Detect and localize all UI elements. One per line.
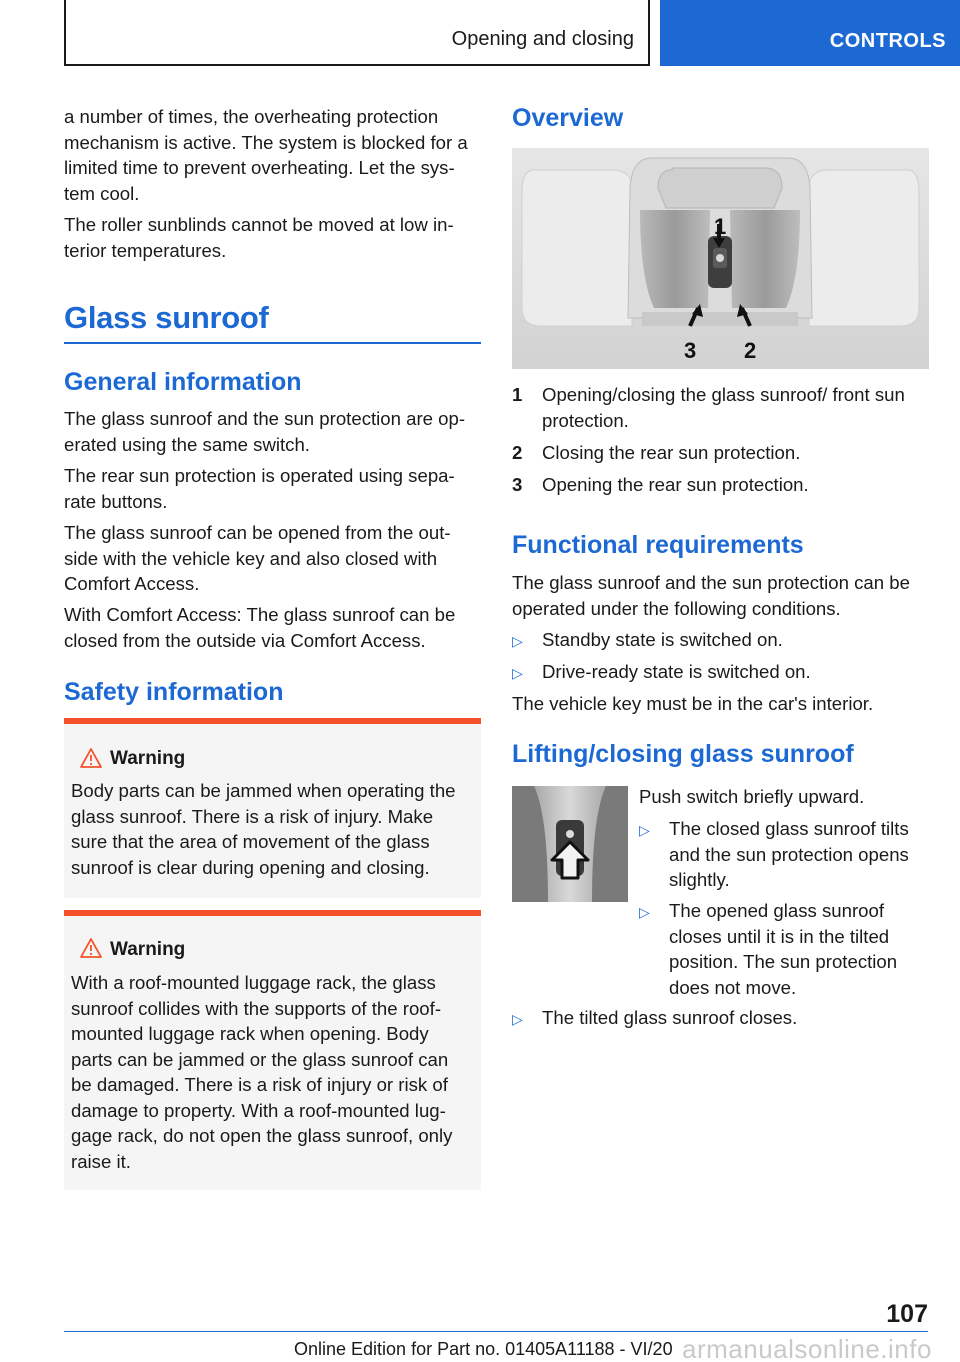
general-line: With Comfort Access: The glass sunroof can be — [64, 604, 456, 625]
general-line: erated using the same switch. — [64, 433, 310, 455]
warning-bar — [64, 910, 481, 916]
general-line: The glass sunroof and the sun protection are op- — [64, 408, 466, 429]
heading-safety-information: Safety information — [64, 678, 284, 706]
bullet-line: and the sun protection opens — [669, 843, 909, 865]
intro-line: limited time to prevent overheating. Let the sys- — [64, 157, 455, 178]
bullet-item — [512, 659, 929, 685]
legend-number: 3 — [512, 474, 523, 495]
general-line: rate buttons. — [64, 490, 168, 512]
bullet-item — [512, 1005, 929, 1031]
bullet-item — [512, 627, 929, 653]
warning-title: Warning — [110, 748, 186, 769]
legend-text: Opening the rear sun protection. — [542, 474, 809, 495]
legend-line: Opening/closing the glass sunroof/ front sun — [542, 384, 905, 405]
warning-text — [71, 778, 471, 880]
bullet-marker: ▷ — [512, 633, 523, 649]
general-line: The rear sun protection is operated using sepa- — [64, 465, 455, 486]
bullet-marker: ▷ — [639, 822, 650, 838]
warning-line: sunroof is clear during opening and closing. — [71, 856, 430, 878]
heading-rule — [64, 342, 481, 344]
header-chapter-tab — [660, 0, 960, 66]
heading-functional-requirements: Functional requirements — [512, 531, 804, 559]
warning-triangle-icon — [80, 938, 102, 958]
bullet-item — [639, 898, 929, 1002]
bullet-marker: ▷ — [639, 904, 650, 920]
bullet-line: The closed glass sunroof tilts — [669, 818, 909, 839]
general-paragraph-1 — [64, 406, 484, 457]
general-line: Comfort Access. — [64, 573, 200, 594]
warning-text — [71, 970, 471, 1174]
intro-line: a number of times, the overheating protection — [64, 106, 439, 127]
overview-figure — [512, 148, 929, 369]
intro2-line: The roller sunblinds cannot be moved at low in- — [64, 214, 454, 235]
edition-note: Online Edition for Part no. 01405A11188 - VI/20 — [294, 1339, 673, 1359]
warning-line: damage to property. With a roof-mounted lug- — [71, 1099, 446, 1121]
header-section-box — [64, 0, 650, 66]
switch-thumbnail-figure — [512, 786, 628, 902]
general-line: The glass sunroof can be opened from the out- — [64, 522, 451, 543]
heading-overview: Overview — [512, 104, 624, 132]
legend-text — [542, 382, 932, 433]
general-paragraph-2 — [64, 463, 484, 514]
bullet-text: Drive-ready state is switched on. — [542, 661, 811, 682]
warning-triangle-icon — [80, 748, 102, 768]
heading-general-information: General information — [64, 368, 302, 396]
functional-paragraph — [512, 570, 932, 621]
intro-paragraph-2 — [64, 212, 484, 263]
functional-line: The glass sunroof and the sun protection can be — [512, 572, 910, 593]
warning-line: gage rack, do not open the glass sunroof, only — [71, 1125, 453, 1146]
intro-paragraph — [64, 104, 484, 206]
page-number: 107 — [886, 1300, 928, 1328]
figure-label-2: 2 — [744, 338, 757, 363]
header-chapter-label: CONTROLS — [829, 30, 946, 52]
warning-line: glass sunroof. There is a risk of injury. Make — [71, 805, 434, 827]
warning-line: Body parts can be jammed when operating the — [71, 780, 456, 801]
bullet-item — [639, 816, 929, 894]
legend-number: 2 — [512, 442, 523, 463]
figure-label-3: 3 — [684, 338, 697, 363]
key-note: The vehicle key must be in the car's interior. — [512, 693, 874, 714]
warning-line: sure that the area of movement of the glass — [71, 831, 430, 852]
intro-line: mechanism is active. The system is blocked for a — [64, 131, 468, 153]
warning-bar — [64, 718, 481, 724]
push-instruction: Push switch briefly upward. — [639, 786, 865, 807]
header-section-title: Opening and closing — [451, 28, 634, 50]
general-paragraph-4 — [64, 602, 484, 653]
footer-rule — [64, 1331, 928, 1332]
legend-number: 1 — [512, 384, 523, 405]
bullet-line: slightly. — [669, 869, 730, 890]
legend-text: Closing the rear sun protection. — [542, 442, 801, 463]
warning-line: be damaged. There is a risk of injury or risk of — [71, 1074, 448, 1095]
intro2-line: terior temperatures. — [64, 239, 227, 261]
warning-title: Warning — [110, 939, 186, 960]
warning-line: mounted luggage rack when opening. Body — [71, 1023, 429, 1044]
heading-glass-sunroof: Glass sunroof — [64, 300, 269, 335]
warning-line: raise it. — [71, 1150, 131, 1172]
warning-box-2 — [64, 910, 481, 1190]
general-line: closed from the outside via Comfort Access. — [64, 629, 426, 651]
figure-label-1: 1 — [714, 214, 727, 239]
general-paragraph-3 — [64, 520, 484, 597]
bullet-text — [669, 898, 897, 1000]
bullet-line: The opened glass sunroof — [669, 900, 885, 921]
warning-line: parts can be jammed or the glass sunroof can — [71, 1048, 449, 1070]
bullet-line: position. The sun protection — [669, 951, 898, 972]
functional-line: operated under the following conditions. — [512, 597, 841, 619]
bullet-marker: ▷ — [512, 665, 523, 681]
heading-lifting-closing: Lifting/closing glass sunroof — [512, 740, 854, 768]
bullet-text: Standby state is switched on. — [542, 629, 783, 650]
bullet-marker: ▷ — [512, 1011, 523, 1027]
warning-line: sunroof collides with the supports of the roof- — [71, 997, 442, 1019]
bullet-line: closes until it is in the tilted — [669, 925, 890, 947]
bullet-text — [669, 816, 909, 893]
watermark: armanualsonline.info — [682, 1334, 932, 1362]
warning-line: With a roof-mounted luggage rack, the glass — [71, 972, 436, 993]
legend-line: protection. — [542, 409, 629, 431]
bullet-text: The tilted glass sunroof closes. — [542, 1007, 798, 1028]
intro-line: tem cool. — [64, 182, 140, 204]
general-line: side with the vehicle key and also closed with — [64, 547, 438, 569]
bullet-line: does not move. — [669, 976, 797, 998]
warning-box-1 — [64, 718, 481, 898]
